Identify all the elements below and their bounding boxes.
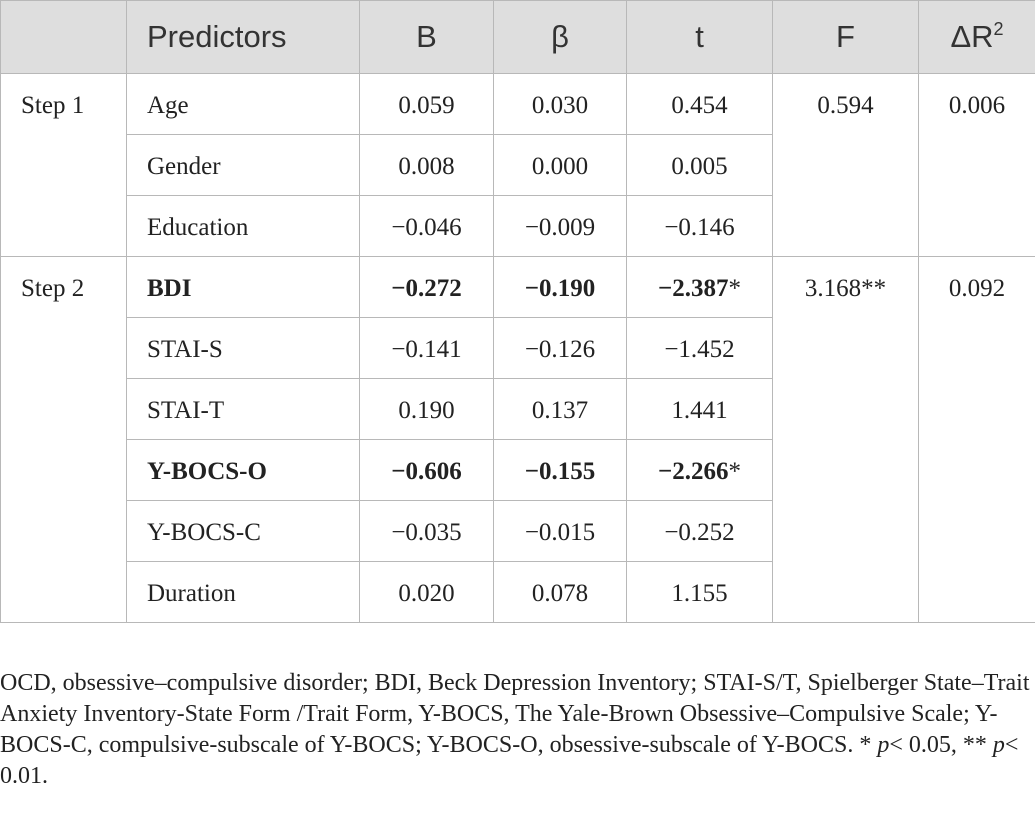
predictor-cell: Gender (127, 135, 360, 196)
significance-mark: * (728, 458, 741, 485)
t-value: −2.266 (658, 458, 729, 485)
t-cell (627, 562, 773, 623)
t-value: 1.155 (671, 580, 728, 607)
t-value: −0.252 (664, 519, 735, 546)
predictor-cell: STAI-T (127, 379, 360, 440)
beta-cell: −0.190 (494, 257, 627, 318)
beta-cell: −0.015 (494, 501, 627, 562)
header-step (1, 1, 127, 74)
table-row (1, 74, 1035, 135)
beta-cell: −0.009 (494, 196, 627, 257)
predictor-cell: Duration (127, 562, 360, 623)
significance-mark-2: ** (962, 732, 987, 758)
significance-mark-1: * (859, 732, 872, 758)
t-value: 0.454 (671, 92, 728, 119)
header-row (1, 1, 1035, 74)
beta-cell: 0.000 (494, 135, 627, 196)
t-cell (627, 501, 773, 562)
b-cell: −0.606 (360, 440, 494, 501)
beta-cell: 0.030 (494, 74, 627, 135)
header-f: F (773, 1, 919, 74)
beta-cell: −0.155 (494, 440, 627, 501)
t-value: −0.146 (664, 214, 735, 241)
t-cell (627, 135, 773, 196)
t-cell (627, 257, 773, 318)
b-cell: −0.035 (360, 501, 494, 562)
significance-threshold-2: < 0.01. (0, 732, 1019, 789)
table-header (1, 1, 1035, 74)
predictor-cell: BDI (127, 257, 360, 318)
beta-cell: 0.078 (494, 562, 627, 623)
b-cell: 0.008 (360, 135, 494, 196)
footnote-abbreviations: OCD, obsessive–compulsive disorder; BDI, Beck Depression Inventory; STAI-S/T, Spielberger State–Trait Anxiety Inventory-State Form /Trait Form, Y-BOCS, The Yale-Brown Obsessive–Compulsive Scale; Y-BOCS-C, compulsive-subscale of Y-BOCS; Y-BOCS-O, obsessive-subscale of Y-BOCS. (0, 670, 1030, 758)
t-value: 0.005 (671, 153, 728, 180)
t-value: 1.441 (671, 397, 728, 424)
t-value: −1.452 (664, 336, 735, 363)
f-cell: 3.168** (773, 257, 919, 623)
t-cell (627, 318, 773, 379)
t-cell (627, 74, 773, 135)
p-symbol-2: p (992, 732, 1005, 758)
t-cell (627, 196, 773, 257)
b-cell: 0.020 (360, 562, 494, 623)
delta-r2-cell: 0.006 (919, 74, 1035, 257)
header-beta: β (494, 1, 627, 74)
significance-mark: * (728, 275, 741, 302)
b-cell: −0.141 (360, 318, 494, 379)
header-b: B (360, 1, 494, 74)
predictor-cell: Y-BOCS-O (127, 440, 360, 501)
b-cell: −0.272 (360, 257, 494, 318)
beta-cell: −0.126 (494, 318, 627, 379)
predictor-cell: STAI-S (127, 318, 360, 379)
t-cell (627, 379, 773, 440)
beta-cell: 0.137 (494, 379, 627, 440)
squared-superscript: 2 (993, 19, 1004, 39)
predictor-cell: Y-BOCS-C (127, 501, 360, 562)
b-cell: 0.190 (360, 379, 494, 440)
table-footnote (0, 668, 1030, 792)
b-cell: −0.046 (360, 196, 494, 257)
t-value: −2.387 (658, 275, 729, 302)
p-symbol-1: p (877, 732, 890, 758)
delta-r2-cell: 0.092 (919, 257, 1035, 623)
f-cell: 0.594 (773, 74, 919, 257)
delta-r-label: ΔR (950, 19, 994, 54)
table-row (1, 257, 1035, 318)
significance-threshold-1: < 0.05, (889, 732, 957, 758)
table-body (1, 74, 1035, 623)
predictor-cell: Education (127, 196, 360, 257)
header-t: t (627, 1, 773, 74)
step-label: Step 2 (1, 257, 127, 623)
b-cell: 0.059 (360, 74, 494, 135)
predictor-cell: Age (127, 74, 360, 135)
header-delta-r2 (919, 1, 1035, 74)
step-label: Step 1 (1, 74, 127, 257)
t-cell (627, 440, 773, 501)
header-predictors: Predictors (127, 1, 360, 74)
